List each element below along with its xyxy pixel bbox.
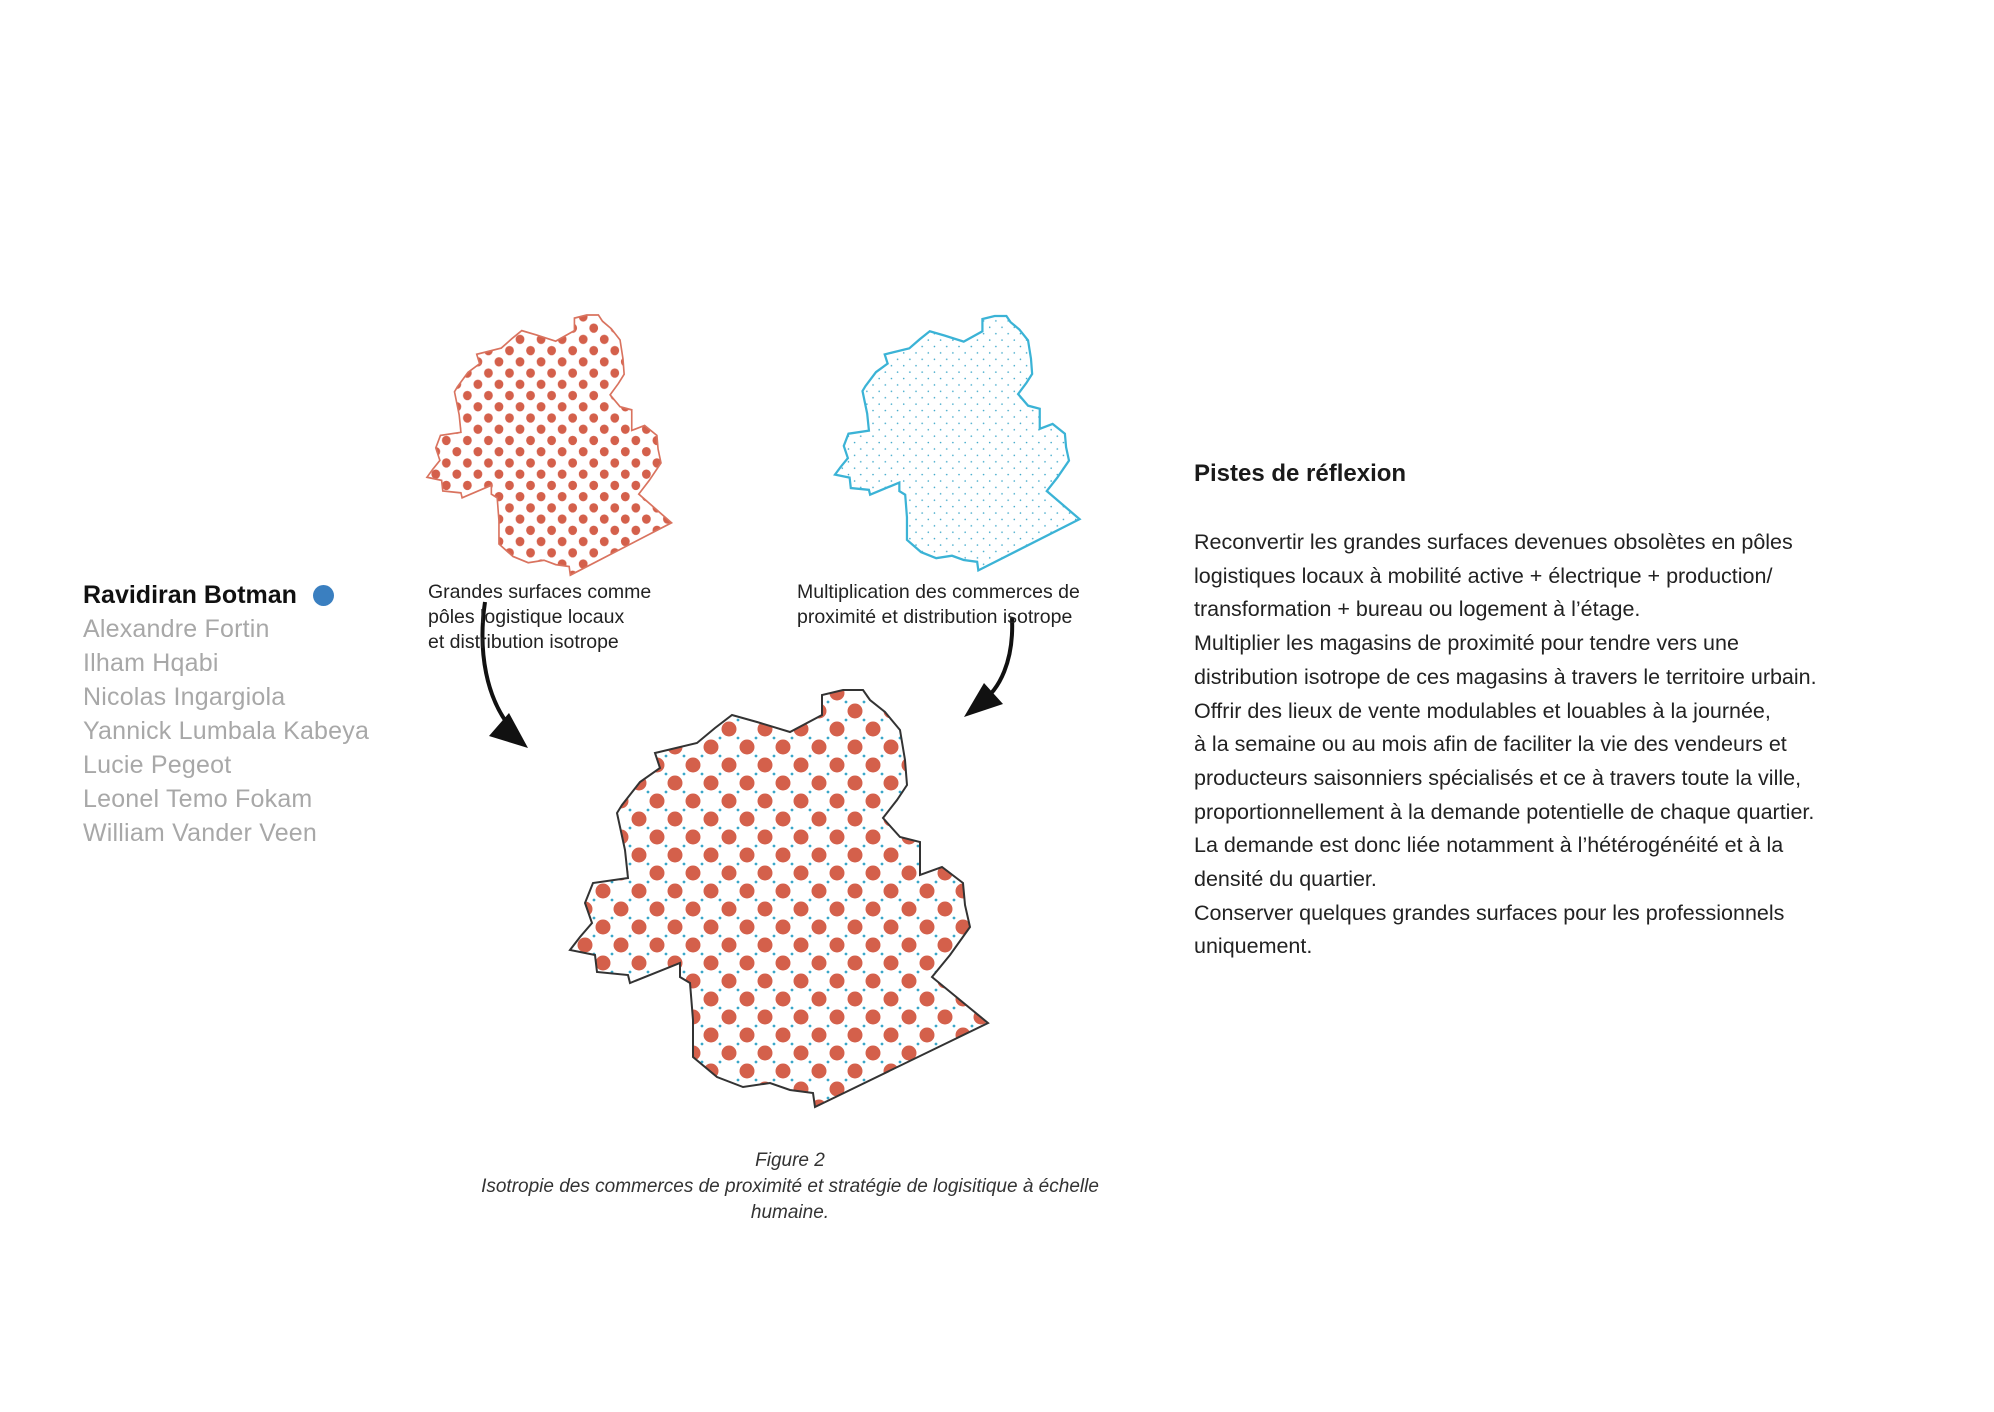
team-member: Yannick Lumbala Kabeya	[83, 717, 370, 745]
team-member: Leonel Temo Fokam	[83, 785, 313, 813]
caption-line: Multiplication des commerces de	[797, 581, 1080, 603]
lead-marker-icon	[313, 585, 334, 606]
reflection-line: transformation + bureau ou logement à l’étage.	[1194, 597, 1641, 622]
team-member: Ilham Hqabi	[83, 649, 219, 677]
team-member: Nicolas Ingargiola	[83, 683, 286, 711]
team-lead	[83, 578, 369, 612]
reflection-line: logistiques locaux à mobilité active + électrique + production/	[1194, 563, 1773, 588]
team-member: Lucie Pegeot	[83, 751, 232, 779]
arrow-right-icon	[964, 618, 1012, 717]
reflection-line: Multiplier les magasins de proximité pour tendre vers une	[1194, 631, 1739, 656]
team-member: William Vander Veen	[83, 819, 318, 847]
team-lead-name: Ravidiran Botman	[83, 581, 297, 609]
figure-caption-line: Isotropie des commerces de proximité et stratégie de logisitique à échelle	[481, 1176, 1099, 1197]
figure-caption	[420, 1148, 1160, 1226]
reflection-line: Reconvertir les grandes surfaces devenues obsolètes en pôles	[1194, 530, 1793, 554]
map-combined	[570, 690, 988, 1107]
reflection-line: La demande est donc liée notamment à l’hétérogénéité et à la	[1194, 833, 1784, 858]
team-member: Alexandre Fortin	[83, 615, 270, 643]
map-large-stores	[427, 315, 672, 575]
reflection-title: Pistes de réflexion	[1194, 460, 1407, 487]
map-proximity-stores	[835, 316, 1080, 570]
reflection-line: producteurs saisonniers spécialisés et ce à travers toute la ville,	[1194, 765, 1802, 790]
reflection-line: à la semaine ou au mois afin de faciliter la vie des vendeurs et	[1194, 732, 1787, 757]
reflection-line: densité du quartier.	[1194, 867, 1377, 892]
caption-line: Grandes surfaces comme	[428, 581, 652, 603]
team-list	[83, 578, 369, 850]
reflection-line: proportionnellement à la demande potentielle de chaque quartier.	[1194, 799, 1815, 824]
map-right-caption	[797, 580, 1080, 630]
figure-label: Figure 2	[755, 1150, 825, 1171]
reflection-body	[1194, 526, 1954, 964]
caption-line: et distribution isotrope	[428, 631, 619, 653]
reflection-line: Conserver quelques grandes surfaces pour les professionnels	[1194, 900, 1785, 925]
map-left-caption	[428, 580, 651, 655]
reflection-line: distribution isotrope de ces magasins à travers le territoire urbain.	[1194, 664, 1817, 689]
caption-line: pôles logistique locaux	[428, 606, 625, 628]
caption-line: proximité et distribution isotrope	[797, 606, 1073, 628]
reflection-line: Offrir des lieux de vente modulables et louables à la journée,	[1194, 698, 1771, 723]
reflection-line: uniquement.	[1194, 934, 1313, 959]
reflection-section	[1194, 459, 1954, 964]
figure-caption-line: humaine.	[750, 1202, 830, 1223]
